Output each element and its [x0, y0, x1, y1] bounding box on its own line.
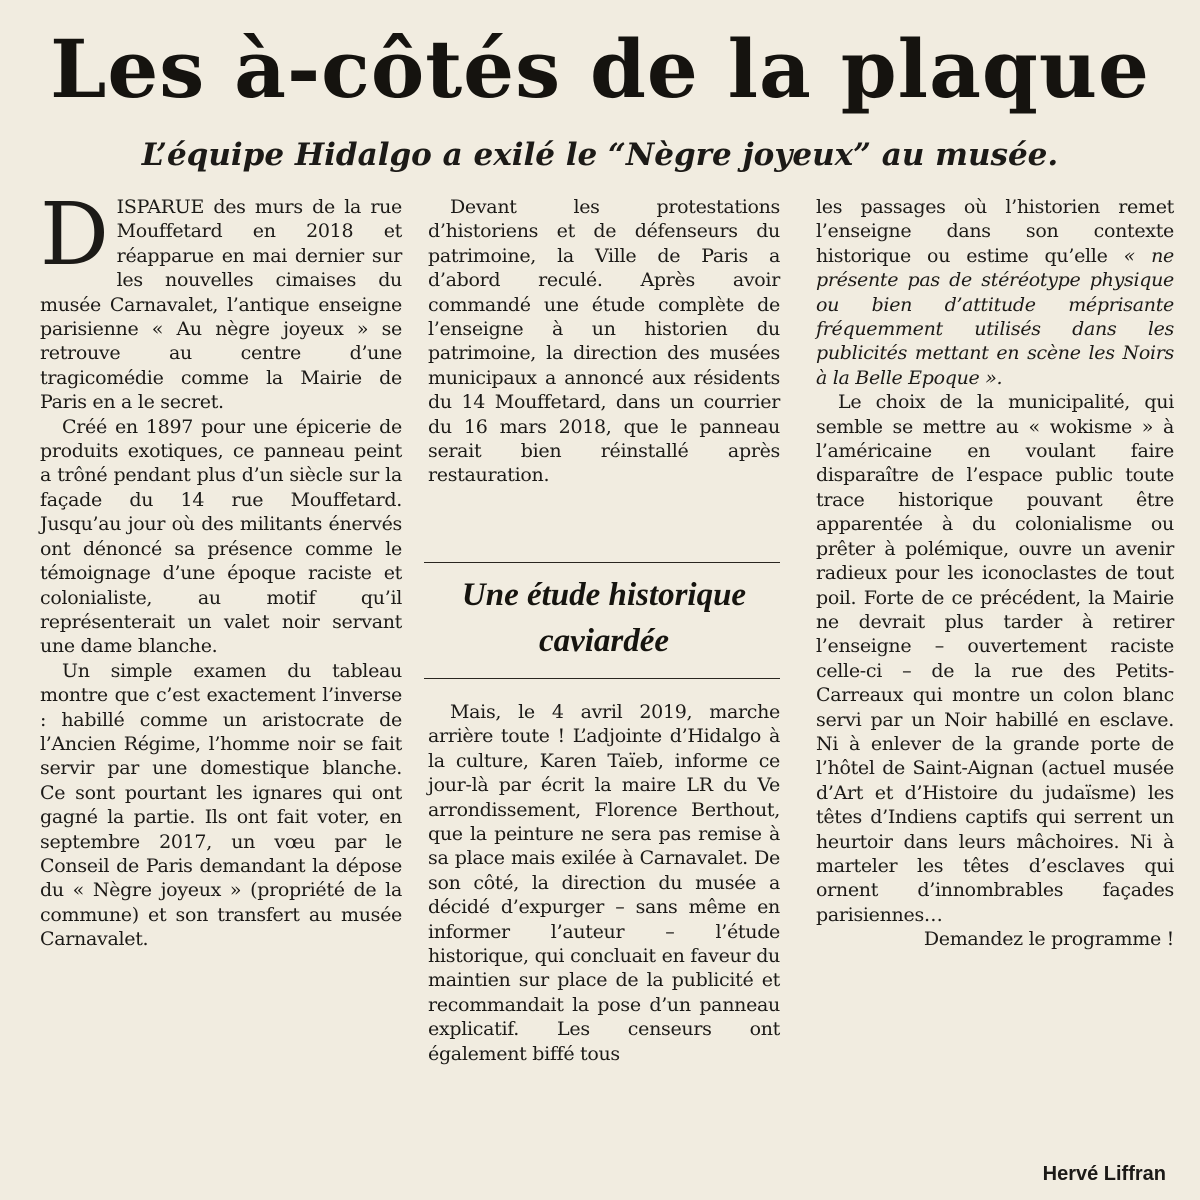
byline: Hervé Liffran: [1042, 1163, 1166, 1185]
quote: « ne présente pas de stéréotype physique ou bien d’attitude méprisante fréquemment utilisés dans les publicités mettant en scène les Noirs à la Belle Epoque ».: [816, 244, 1174, 389]
subheadline: L’équipe Hidalgo a exilé le “Nègre joyeux” au musée.: [141, 137, 1059, 173]
paragraph-1: [40, 185, 402, 415]
column-2: [428, 195, 780, 488]
drop-cap: D: [40, 185, 109, 285]
paragraph-7: Le choix de la municipalité, qui semble se mettre au « wokisme » à l’américaine en voulant faire disparaître de l’espace public toute trace historique pouvant être apparentée à du colonialisme ou prêter à polémique, ouvre un avenir radieux pour les iconoclastes de tout poil. Forte de ce précédent, la Mairie ne devrait plus tarder à retirer l’enseigne – ouvertement raciste celle-ci – de la rue des Petits-Carreaux qui montre un colon blanc servi par un Noir habillé en esclave. Ni à enlever de la grande porte de l’hôtel de Saint-Aignan (actuel musée d’Art et d’Histoire du judaïsme) les têtes d’Indiens captifs qui serrent un heurtoir dans leurs mâchoires. Ni à marteler les têtes d’esclaves qui ornent d’innombrables façades parisiennes…: [816, 391, 1174, 926]
column-2-continued: [428, 700, 780, 1066]
column-3: [816, 195, 1174, 952]
paragraph-4: Devant les protestations d’historiens et de défenseurs du patrimoine, la Ville de Paris a d’abord reculé. Après avoir commandé une étude complète de l’enseigne à un historien du patrimoine, la direction des musées municipaux a annoncé aux résidents du 14 Mouffetard, dans un courrier du 16 mars 2018, que le panneau serait bien réinstallé après restauration.: [428, 196, 780, 487]
section-rule-bottom: [424, 678, 780, 679]
headline: Les à-côtés de la plaque: [50, 22, 1150, 116]
paragraph-6-text: les passages où l’historien remet l’enseigne dans son contexte historique ou estime qu’elle: [816, 196, 1174, 267]
section-rule-top: [424, 562, 780, 563]
paragraph-8: Demandez le programme !: [923, 928, 1174, 951]
paragraph-2: Créé en 1897 pour une épicerie de produits exotiques, ce panneau peint a trôné pendant plus d’un siècle sur la façade du 14 rue Mouffetard. Jusqu’au jour où des militants énervés ont dénoncé sa présence comme le témoignage d’une époque raciste et colonialiste, au motif qu’il représenterait un valet noir servant une dame blanche.: [40, 415, 402, 658]
paragraph-6: [816, 195, 1174, 390]
column-1: [40, 185, 402, 952]
paragraph-1-text: ISPARUE des murs de la rue Mouffetard en 2018 et réapparue en mai dernier sur les nouvelles cimaises du musée Carnavalet, l’antique enseigne parisienne « Au nègre joyeux » se retrouve au centre d’une tragicomédie comme la Mairie de Paris en a le secret.: [40, 196, 402, 414]
paragraph-5: Mais, le 4 avril 2019, marche arrière toute ! L’adjointe d’Hidalgo à la culture, Karen Taïeb, informe ce jour-là par écrit la maire LR du Ve arrondissement, Florence Berthout, que la peinture ne sera pas remise à sa place mais exilée à Carnavalet. De son côté, la direction du musée a décidé d’expurger – sans même en informer l’auteur – l’étude historique, qui concluait en faveur du maintien sur place de la publicité et recommandait la pose d’un panneau explicatif. Les censeurs ont également biffé tous: [428, 701, 780, 1065]
paragraph-3: Un simple examen du tableau montre que c’est exactement l’inverse : habillé comme un aristocrate de l’Ancien Régime, l’homme noir se fait servir par une domestique blanche. Ce sont pourtant les ignares qui ont gagné la partie. Ils ont fait voter, en septembre 2017, un vœu par le Conseil de Paris demandant la dépose du « Nègre joyeux » (propriété de la commune) et son transfert au musée Carnavalet.: [40, 659, 402, 951]
section-title: Une étude historique caviardée: [461, 577, 747, 659]
